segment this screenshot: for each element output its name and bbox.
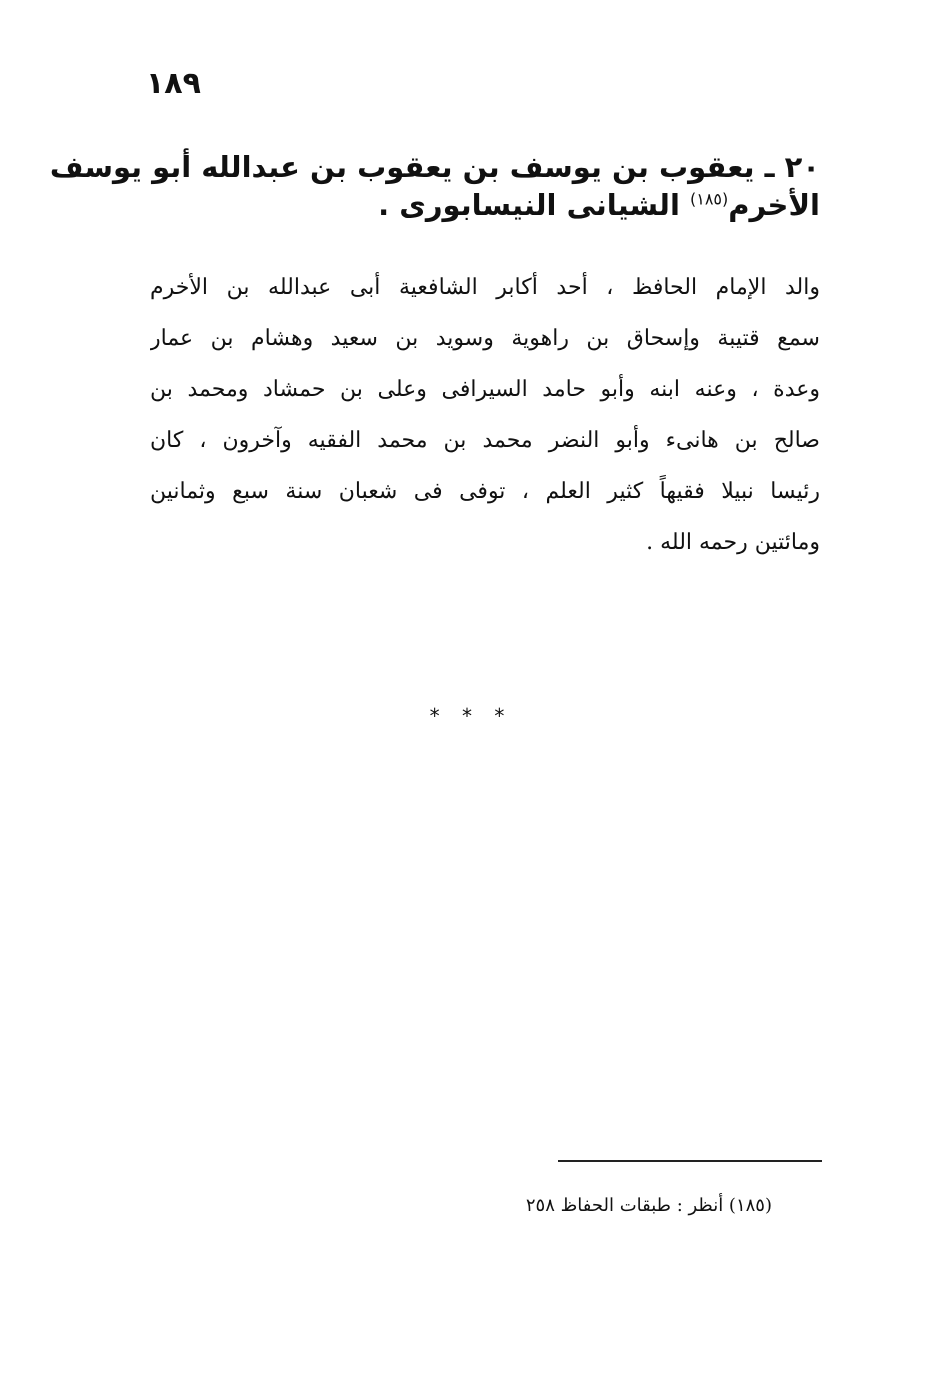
entry-body bbox=[150, 262, 820, 568]
page-number: ١٨٩ bbox=[146, 66, 201, 101]
body-line-6: ومائتين رحمه الله . bbox=[646, 530, 820, 555]
entry-heading-line-2 bbox=[150, 186, 820, 224]
body-line-1: والد الإمام الحافظ ، أحد أكابر الشافعية أبى عبدالله بن الأخرم bbox=[150, 275, 820, 300]
body-line-4: صالح بن هانىء وأبو النضر محمد بن محمد الفقيه وآخرون ، كان bbox=[150, 428, 820, 453]
heading-nisba-part: الشيانى النيسابورى . bbox=[378, 188, 690, 222]
body-line-2: سمع قتيبة وإسحاق بن راهوية وسويد بن سعيد وهشام بن عمار bbox=[150, 326, 820, 351]
entry-heading-line-1: ٢٠ ـ يعقوب بن يوسف بن يعقوب بن عبدالله أبو يوسف bbox=[49, 150, 820, 184]
footnote-divider bbox=[558, 1160, 822, 1162]
entry-heading bbox=[49, 148, 820, 224]
footnote: (١٨٥) أنظر : طبقات الحفاظ ٢٥٨ bbox=[525, 1195, 772, 1216]
body-line-3: وعدة ، وعنه ابنه وأبو حامد السيرافى وعلى بن حمشاد ومحمد بن bbox=[150, 377, 820, 402]
heading-name-part: الأخرم bbox=[728, 188, 820, 222]
section-separator: * * * bbox=[429, 704, 513, 728]
body-line-5: رئيسا نبيلا فقيهاً كثير العلم ، توفى فى شعبان سنة سبع وثمانين bbox=[150, 479, 820, 504]
footnote-reference[interactable]: (١٨٥) bbox=[689, 189, 729, 209]
